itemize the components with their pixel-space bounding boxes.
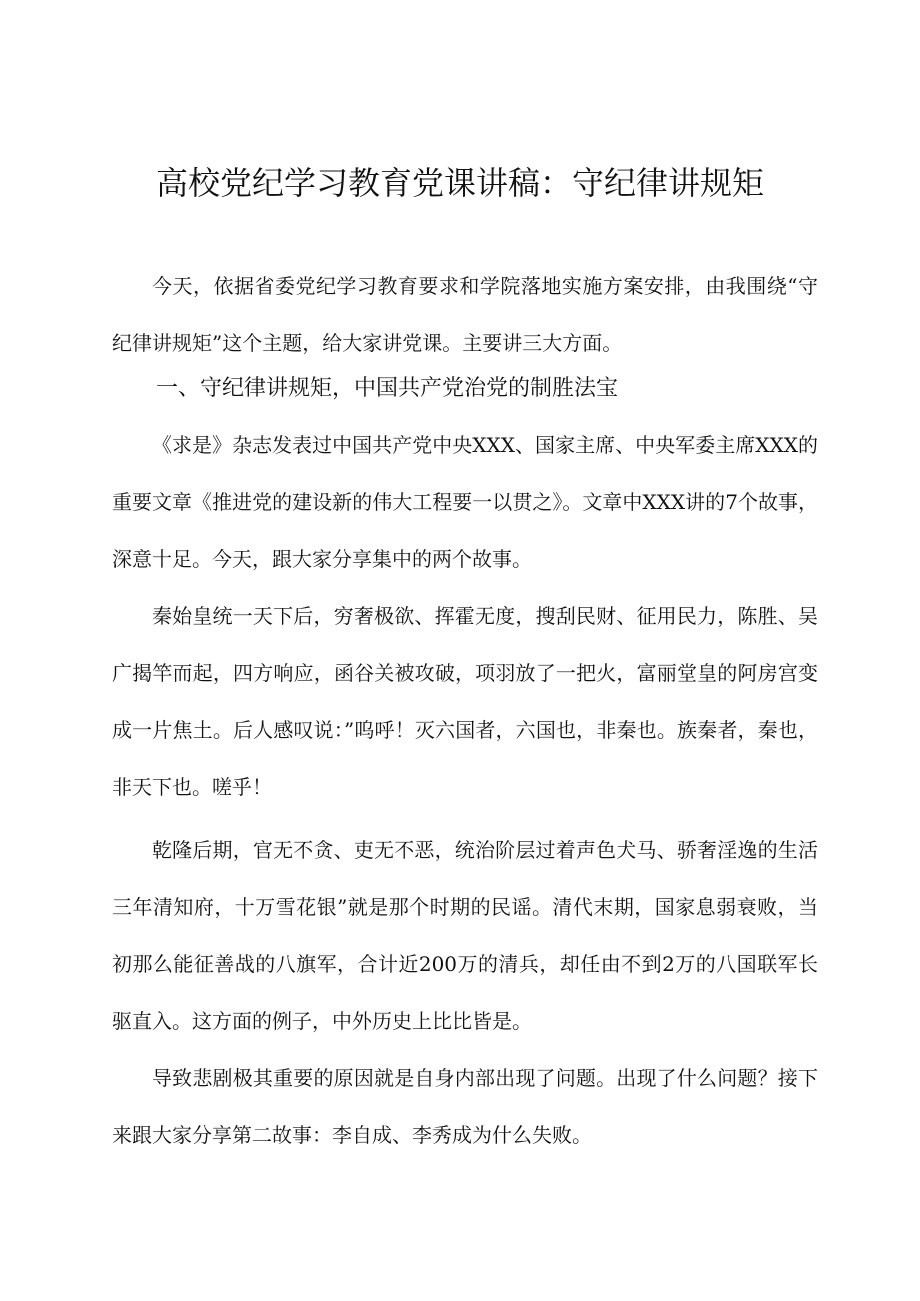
- qin-paragraph: 秦始皇统一天下后，穷奢极欲、挥霍无度，搜刮民财、征用民力，陈胜、吴广揭竿而起，四方响应，函谷关被攻破，项羽放了一把火，富丽堂皇的阿房宫变成一片焦土。后人感叹说：”呜呼！灭六国者，六国也，非秦也。族秦者，秦也，非天下也。嗟乎！: [112, 604, 818, 799]
- qianlong-paragraph: 乾隆后期，官无不贪、吏无不恶，统治阶层过着声色犬马、骄奢淫逸的生活三年清知府，十万雪花银”就是那个时期的民谣。清代末期，国家息弱衰败，当初那么能征善战的八旗军，合计近200万的清兵，却任由不到2万的八国联军长驱直入。这方面的例子，中外历史上比比皆是。: [112, 838, 818, 1033]
- reason-paragraph: 导致悲剧极其重要的原因就是自身内部出现了问题。出现了什么问题？接下来跟大家分享第二故事：李自成、李秀成为什么失败。: [112, 1066, 818, 1147]
- document-title: 高校党纪学习教育党课讲稿：守纪律讲规矩: [155, 164, 764, 202]
- section-heading-1: 一、守纪律讲规矩，中国共产党治党的制胜法宝: [156, 376, 619, 401]
- intro-paragraph: 今天，依据省委党纪学习教育要求和学院落地实施方案安排，由我围绕“守纪律讲规矩”这个主题，给大家讲党课。主要讲三大方面。: [112, 274, 818, 355]
- qiushi-paragraph: 《求是》杂志发表过中国共产党中央XXX、国家主席、中央军委主席XXX的重要文章《推进党的建设新的伟大工程要一以贯之》。文章中XXX讲的7个故事，深意十足。今天，跟大家分享集中的两个故事。: [112, 433, 818, 571]
